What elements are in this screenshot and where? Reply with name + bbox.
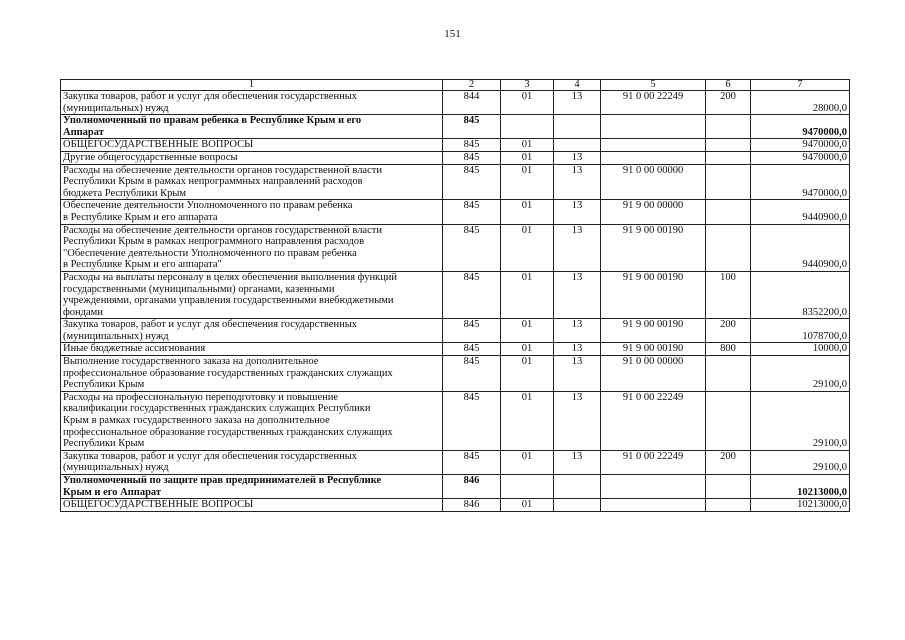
table-row	[61, 319, 850, 343]
amount-cell: 10213000,0	[751, 499, 850, 512]
table-row	[61, 499, 850, 512]
subsection-code-cell	[554, 139, 601, 152]
table-row	[61, 91, 850, 115]
amount-cell: 9440900,0	[751, 224, 850, 271]
amount-cell: 9470000,0	[751, 164, 850, 200]
expense-type-cell: 800	[706, 343, 751, 356]
column-header: 5	[601, 80, 706, 91]
target-article-cell	[601, 151, 706, 164]
target-article-cell: 91 9 00 00190	[601, 271, 706, 318]
subsection-code-cell: 13	[554, 271, 601, 318]
target-article-cell: 91 0 00 22249	[601, 391, 706, 450]
subsection-code-cell	[554, 115, 601, 139]
admin-code-cell: 845	[443, 224, 501, 271]
column-header: 2	[443, 80, 501, 91]
section-code-cell: 01	[501, 391, 554, 450]
subsection-code-cell	[554, 499, 601, 512]
subsection-code-cell: 13	[554, 391, 601, 450]
admin-code-cell: 845	[443, 139, 501, 152]
admin-code-cell: 845	[443, 115, 501, 139]
target-article-cell: 91 9 00 00190	[601, 343, 706, 356]
admin-code-cell: 845	[443, 151, 501, 164]
section-code-cell: 01	[501, 343, 554, 356]
amount-cell: 8352200,0	[751, 271, 850, 318]
section-code-cell: 01	[501, 200, 554, 224]
table-row	[61, 391, 850, 450]
section-code-cell: 01	[501, 271, 554, 318]
expense-type-cell	[706, 391, 751, 450]
section-code-cell: 01	[501, 356, 554, 392]
section-code-cell: 01	[501, 499, 554, 512]
table-row	[61, 356, 850, 392]
target-article-cell	[601, 115, 706, 139]
section-code-cell: 01	[501, 91, 554, 115]
amount-cell: 10000,0	[751, 343, 850, 356]
row-name-cell: Закупка товаров, работ и услуг для обеспечения государственных (муниципальных) нужд	[61, 450, 443, 474]
target-article-cell	[601, 499, 706, 512]
subsection-code-cell	[554, 475, 601, 499]
row-name-cell: ОБЩЕГОСУДАРСТВЕННЫЕ ВОПРОСЫ	[61, 139, 443, 152]
expense-type-cell	[706, 224, 751, 271]
subsection-code-cell: 13	[554, 343, 601, 356]
amount-cell: 9470000,0	[751, 139, 850, 152]
admin-code-cell: 845	[443, 343, 501, 356]
target-article-cell	[601, 139, 706, 152]
subsection-code-cell: 13	[554, 164, 601, 200]
row-name-cell: Расходы на обеспечение деятельности органов государственной власти Республики Крым в рамках непрограммного направления расходов "Обеспечение деятельности Уполномоченного по правам ребенка в Республике Крым и его аппарата"	[61, 224, 443, 271]
expense-type-cell	[706, 164, 751, 200]
expense-type-cell: 100	[706, 271, 751, 318]
table-row	[61, 475, 850, 499]
expense-type-cell	[706, 115, 751, 139]
amount-cell: 29100,0	[751, 450, 850, 474]
row-name-cell: Расходы на обеспечение деятельности органов государственной власти Республики Крым в рамках непрограммных направлений расходов бюджета Республики Крым	[61, 164, 443, 200]
section-code-cell: 01	[501, 139, 554, 152]
table-row	[61, 115, 850, 139]
column-header-row	[61, 80, 850, 91]
table-row	[61, 200, 850, 224]
subsection-code-cell: 13	[554, 319, 601, 343]
amount-cell: 1078700,0	[751, 319, 850, 343]
amount-cell: 29100,0	[751, 356, 850, 392]
section-code-cell: 01	[501, 319, 554, 343]
table-row	[61, 343, 850, 356]
row-name-cell: Расходы на профессиональную переподготовку и повышение квалификации государственных гражданских служащих Республики Крым в рамках государственного заказа на дополнительное профессиональное образование государственных гражданских служащих Республики Крым	[61, 391, 443, 450]
expense-type-cell	[706, 475, 751, 499]
expense-type-cell	[706, 139, 751, 152]
admin-code-cell: 845	[443, 164, 501, 200]
amount-cell: 9440900,0	[751, 200, 850, 224]
table-row	[61, 224, 850, 271]
admin-code-cell: 845	[443, 391, 501, 450]
target-article-cell: 91 9 00 00000	[601, 200, 706, 224]
target-article-cell: 91 0 00 22249	[601, 91, 706, 115]
target-article-cell: 91 0 00 22249	[601, 450, 706, 474]
column-header: 7	[751, 80, 850, 91]
admin-code-cell: 845	[443, 356, 501, 392]
column-header: 4	[554, 80, 601, 91]
target-article-cell: 91 0 00 00000	[601, 164, 706, 200]
budget-table	[60, 79, 850, 512]
admin-code-cell: 845	[443, 271, 501, 318]
row-name-cell: ОБЩЕГОСУДАРСТВЕННЫЕ ВОПРОСЫ	[61, 499, 443, 512]
column-header: 1	[61, 80, 443, 91]
amount-cell: 9470000,0	[751, 151, 850, 164]
table-row	[61, 139, 850, 152]
section-code-cell: 01	[501, 224, 554, 271]
column-header: 3	[501, 80, 554, 91]
row-name-cell: Закупка товаров, работ и услуг для обеспечения государственных (муниципальных) нужд	[61, 319, 443, 343]
target-article-cell: 91 9 00 00190	[601, 224, 706, 271]
expense-type-cell	[706, 499, 751, 512]
admin-code-cell: 846	[443, 499, 501, 512]
row-name-cell: Другие общегосударственные вопросы	[61, 151, 443, 164]
subsection-code-cell: 13	[554, 224, 601, 271]
section-code-cell: 01	[501, 450, 554, 474]
admin-code-cell: 845	[443, 319, 501, 343]
row-name-cell: Уполномоченный по защите прав предпринимателей в Республике Крым и его Аппарат	[61, 475, 443, 499]
subsection-code-cell: 13	[554, 200, 601, 224]
target-article-cell: 91 9 00 00190	[601, 319, 706, 343]
admin-code-cell: 846	[443, 475, 501, 499]
row-name-cell: Обеспечение деятельности Уполномоченного по правам ребенка в Республике Крым и его аппарата	[61, 200, 443, 224]
expense-type-cell	[706, 356, 751, 392]
subsection-code-cell: 13	[554, 450, 601, 474]
row-name-cell: Иные бюджетные ассигнования	[61, 343, 443, 356]
section-code-cell: 01	[501, 151, 554, 164]
column-header: 6	[706, 80, 751, 91]
row-name-cell: Уполномоченный по правам ребенка в Республике Крым и его Аппарат	[61, 115, 443, 139]
subsection-code-cell: 13	[554, 356, 601, 392]
admin-code-cell: 844	[443, 91, 501, 115]
table-row	[61, 450, 850, 474]
admin-code-cell: 845	[443, 200, 501, 224]
expense-type-cell: 200	[706, 450, 751, 474]
row-name-cell: Расходы на выплаты персоналу в целях обеспечения выполнения функций государственными (муниципальными) органами, казенными учреждениями, органами управления государственными внебюджетными фондами	[61, 271, 443, 318]
target-article-cell	[601, 475, 706, 499]
amount-cell: 10213000,0	[751, 475, 850, 499]
target-article-cell: 91 0 00 00000	[601, 356, 706, 392]
row-name-cell: Выполнение государственного заказа на дополнительное профессиональное образование государственных гражданских служащих Республики Крым	[61, 356, 443, 392]
section-code-cell: 01	[501, 164, 554, 200]
section-code-cell	[501, 115, 554, 139]
admin-code-cell: 845	[443, 450, 501, 474]
expense-type-cell	[706, 151, 751, 164]
expense-type-cell	[706, 200, 751, 224]
expense-type-cell: 200	[706, 319, 751, 343]
table-row	[61, 151, 850, 164]
table-row	[61, 164, 850, 200]
subsection-code-cell: 13	[554, 91, 601, 115]
amount-cell: 29100,0	[751, 391, 850, 450]
expense-type-cell: 200	[706, 91, 751, 115]
amount-cell: 9470000,0	[751, 115, 850, 139]
row-name-cell: Закупка товаров, работ и услуг для обеспечения государственных (муниципальных) нужд	[61, 91, 443, 115]
page-number: 151	[444, 28, 461, 40]
subsection-code-cell: 13	[554, 151, 601, 164]
amount-cell: 28000,0	[751, 91, 850, 115]
section-code-cell	[501, 475, 554, 499]
table-row	[61, 271, 850, 318]
